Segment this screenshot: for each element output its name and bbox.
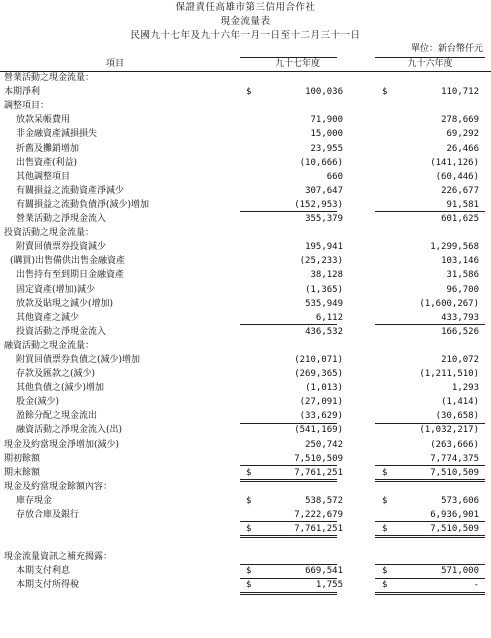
- table-row: [0, 240, 491, 254]
- table-row: [0, 494, 491, 508]
- row-label: 非金融資產減損損失: [16, 129, 98, 140]
- total-rule: [240, 479, 337, 482]
- total-rule: [375, 465, 485, 466]
- column-header-item: 項目: [105, 59, 124, 69]
- row-label: 盈餘分配之現金流出: [16, 411, 98, 422]
- row-label: 附買回債票券負債之(減少)增加: [16, 354, 141, 365]
- table-row: [0, 452, 491, 466]
- value-96: 110,712: [441, 87, 479, 98]
- statement-title: 現金流量表: [220, 16, 271, 27]
- value-96: 1,299,568: [430, 242, 479, 253]
- value-97: 195,941: [305, 242, 343, 253]
- total-rule: [240, 564, 337, 565]
- value-97: 355,379: [305, 214, 343, 225]
- row-label: 存放合庫及銀行: [16, 510, 80, 520]
- row-label: 其他負債之(減少)增加: [16, 383, 105, 394]
- row-label: 附賣回債票券投資減少: [16, 242, 107, 253]
- total-rule: [240, 423, 337, 424]
- total-rule: [240, 578, 337, 579]
- table-row: [0, 381, 491, 395]
- row-label: 出售持有至到期日金融資產: [16, 270, 125, 281]
- row-label: 折舊及攤銷增加: [16, 143, 80, 154]
- row-label: 融資活動之淨現金流入(出): [16, 425, 123, 436]
- value-97: 71,900: [310, 115, 343, 126]
- total-rule: [240, 465, 337, 466]
- value-96: 7,510,509: [430, 467, 479, 478]
- value-97: 38,128: [310, 270, 343, 281]
- table-row: [0, 212, 491, 226]
- total-rule: [240, 324, 337, 325]
- row-label: 營業活動之現金流量：: [4, 73, 95, 84]
- table-row: [0, 127, 491, 141]
- row-label: 有關損益之流動負債淨(減少)增加: [16, 199, 150, 210]
- table-row: [0, 367, 491, 381]
- total-rule: [240, 521, 337, 522]
- row-label: 本期淨利: [4, 87, 41, 98]
- currency-symbol-96: $: [382, 566, 388, 577]
- row-label: 本期支付利息: [16, 566, 71, 577]
- value-97: 100,036: [305, 87, 343, 98]
- total-rule: [375, 592, 485, 595]
- table-row: [0, 578, 491, 592]
- statement-period: 民國九十七年及九十六年一月一日至十二月三十一日: [130, 30, 361, 41]
- value-96: (1,414): [441, 397, 479, 408]
- total-rule: [240, 211, 337, 212]
- table-row: [0, 564, 491, 578]
- value-97: (25,233): [299, 256, 343, 267]
- row-label: 期末餘額: [4, 467, 41, 478]
- total-rule: [240, 535, 337, 538]
- currency-symbol-97: $: [246, 87, 252, 98]
- value-96: 1,293: [451, 383, 479, 394]
- currency-symbol-96: $: [382, 467, 388, 478]
- value-96: -: [473, 580, 479, 591]
- row-label: 有關損益之流動資產淨減少: [16, 185, 125, 196]
- value-96: 31,586: [446, 270, 479, 281]
- table-row: [0, 311, 491, 325]
- value-97: 307,647: [305, 185, 343, 196]
- row-label: 股金(減少): [16, 397, 60, 408]
- currency-unit: 單位：新台幣仟元: [410, 44, 483, 54]
- currency-symbol-97: $: [246, 566, 252, 577]
- column-header-year-96: 九十六年度: [407, 59, 453, 69]
- value-97: 7,510,509: [294, 453, 343, 464]
- table-row: [0, 550, 491, 564]
- value-96: 7,510,509: [430, 524, 479, 535]
- row-label: 其他資產之減少: [16, 312, 80, 323]
- table-row: [0, 254, 491, 268]
- value-96: 69,292: [446, 129, 479, 140]
- row-label: 現金流量資訊之補充揭露：: [4, 552, 113, 563]
- total-rule: [375, 211, 485, 212]
- value-96: 433,793: [441, 312, 479, 323]
- row-label: 營業活動之淨現金流入: [16, 214, 107, 225]
- row-label: 出售資產(利益): [16, 157, 78, 168]
- table-row: [0, 184, 491, 198]
- table-row: [0, 409, 491, 423]
- row-label: 調整項目：: [4, 101, 50, 112]
- header-rule-top: [240, 57, 337, 58]
- header-rule-top-2: [375, 57, 485, 58]
- table-row: [0, 395, 491, 409]
- value-97: 7,222,679: [294, 510, 343, 520]
- row-label: 放款及貼現之減少(增加): [16, 298, 114, 309]
- value-97: 250,742: [305, 439, 343, 450]
- value-97: (1,365): [305, 284, 343, 295]
- organization-name: 保證責任高雄市第三信用合作社: [175, 2, 316, 13]
- value-97: (33,629): [299, 411, 343, 422]
- table-row: [0, 508, 491, 522]
- table-row: [0, 99, 491, 113]
- value-96: 166,526: [441, 326, 479, 337]
- value-96: (30,658): [435, 411, 479, 422]
- table-row: [0, 283, 491, 297]
- value-97: 23,955: [310, 143, 343, 154]
- row-label: (購買)出售備供出售金融資產: [10, 256, 126, 267]
- value-96: 571,000: [441, 566, 479, 577]
- row-label: 本期支付所得稅: [16, 580, 80, 591]
- total-rule: [375, 423, 485, 424]
- table-row: [0, 268, 491, 282]
- value-96: 7,774,375: [430, 453, 479, 464]
- value-97: (210,071): [294, 354, 343, 365]
- header-rule-bottom: [0, 71, 491, 72]
- value-96: 210,072: [441, 354, 479, 365]
- value-97: 15,000: [310, 129, 343, 140]
- table-row: [0, 170, 491, 184]
- table-row: [0, 142, 491, 156]
- value-97: 7,761,251: [294, 524, 343, 535]
- value-96: (1,032,217): [419, 425, 479, 436]
- value-97: (1,013): [305, 383, 343, 394]
- table-row: [0, 113, 491, 127]
- table-row: [0, 198, 491, 212]
- value-96: 26,466: [446, 143, 479, 154]
- value-96: 103,146: [441, 256, 479, 267]
- value-97: 660: [326, 171, 343, 182]
- table-row: [0, 85, 491, 99]
- value-97: 1,755: [315, 580, 343, 591]
- value-96: (1,211,510): [419, 369, 479, 380]
- statement-rows: [0, 71, 491, 592]
- row-label: 期初餘額: [4, 453, 41, 464]
- currency-symbol-96: $: [382, 87, 388, 98]
- row-label: 現金及約當現金淨增加(減少): [4, 439, 120, 450]
- value-96: 6,936,901: [430, 510, 479, 520]
- value-97: 6,112: [315, 312, 343, 323]
- value-96: (60,446): [435, 171, 479, 182]
- table-row: [0, 522, 491, 536]
- value-97: (10,666): [299, 157, 343, 168]
- value-96: 573,606: [441, 495, 479, 506]
- value-97: 7,761,251: [294, 467, 343, 478]
- table-row: [0, 466, 491, 480]
- total-rule: [375, 535, 485, 538]
- row-label: 庫存現金: [16, 495, 53, 506]
- value-97: 669,541: [305, 566, 343, 577]
- value-97: 535,949: [305, 298, 343, 309]
- column-header-row: [0, 57, 491, 71]
- total-rule: [240, 592, 337, 595]
- currency-symbol-97: $: [246, 524, 252, 535]
- row-label: 融資活動之現金流量：: [4, 340, 95, 351]
- value-96: 96,700: [446, 284, 479, 295]
- value-96: 226,677: [441, 185, 479, 196]
- total-rule: [375, 521, 485, 522]
- currency-symbol-96: $: [382, 524, 388, 535]
- value-96: 601,625: [441, 214, 479, 225]
- row-label: 存款及匯款之(減少): [16, 369, 96, 380]
- total-rule: [375, 578, 485, 579]
- table-row: [0, 339, 491, 353]
- table-row: [0, 297, 491, 311]
- value-97: (27,091): [299, 397, 343, 408]
- value-96: 91,581: [446, 199, 479, 210]
- currency-symbol-97: $: [246, 495, 252, 506]
- value-97: (541,169): [294, 425, 343, 436]
- value-97: 538,572: [305, 495, 343, 506]
- table-row: [0, 71, 491, 85]
- currency-symbol-97: $: [246, 580, 252, 591]
- value-96: (1,600,267): [419, 298, 479, 309]
- value-97: (269,365): [294, 369, 343, 380]
- value-96: (263,666): [430, 439, 479, 450]
- row-label: 其他調整項目: [16, 171, 71, 182]
- value-96: 278,669: [441, 115, 479, 126]
- table-row: [0, 438, 491, 452]
- total-rule: [375, 324, 485, 325]
- row-label: 固定資產(增加)減少: [16, 284, 96, 295]
- row-label: 投資活動之現金流量：: [4, 228, 95, 239]
- currency-symbol-97: $: [246, 467, 252, 478]
- value-97: (152,953): [294, 199, 343, 210]
- total-rule: [375, 479, 485, 482]
- currency-symbol-96: $: [382, 580, 388, 591]
- table-row: [0, 353, 491, 367]
- table-row: [0, 423, 491, 437]
- row-label: 投資活動之淨現金流入: [16, 326, 107, 337]
- column-header-year-97: 九十七年度: [274, 59, 320, 69]
- row-label: 現金及約當現金餘額內容：: [4, 481, 113, 492]
- total-rule: [375, 564, 485, 565]
- table-row: [0, 156, 491, 170]
- currency-symbol-96: $: [382, 495, 388, 506]
- value-96: (141,126): [430, 157, 479, 168]
- table-row: [0, 226, 491, 240]
- value-97: 436,532: [305, 326, 343, 337]
- table-row: [0, 325, 491, 339]
- row-label: 放款呆帳費用: [16, 115, 71, 126]
